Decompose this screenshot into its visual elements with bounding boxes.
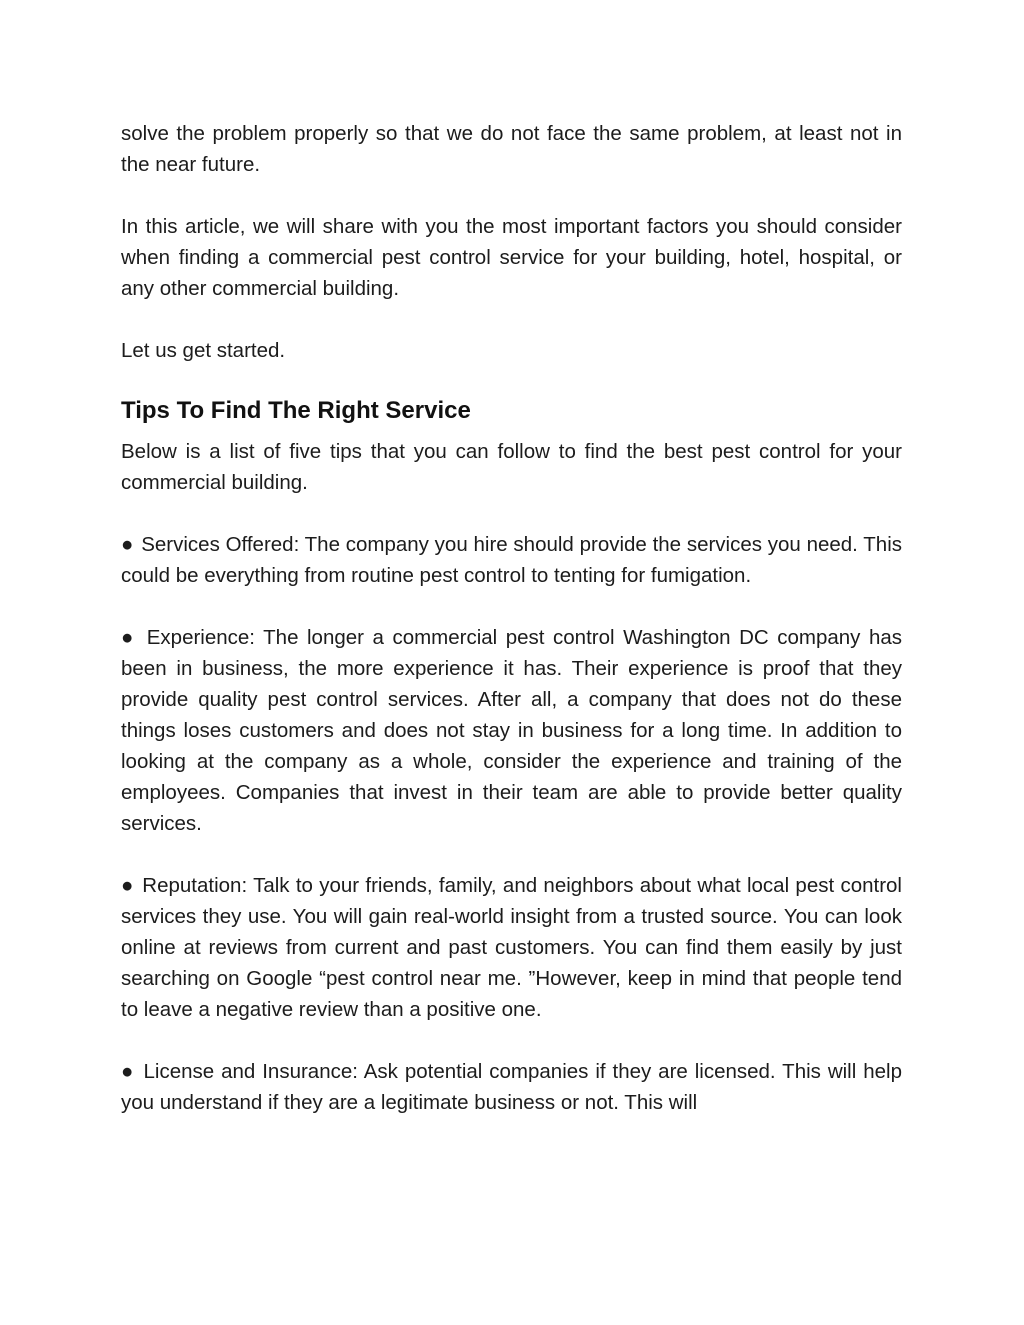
bullet-icon: ● <box>121 533 134 556</box>
bullet-item-services-offered <box>121 529 902 591</box>
document-page <box>121 118 902 1118</box>
bullet-icon: ● <box>121 874 134 897</box>
section-heading: Tips To Find The Right Service <box>121 397 471 424</box>
bullet-text: Experience: The longer a commercial pest control Washington DC company has been in business, the more experience it has. Their experience is proof that they provide quality pest control services. After all, a company that does not do these things loses customers and does not stay in business for a long time. In addition to looking at the company as a whole, consider the experience and training of the employees. Companies that invest in their team are able to provide better quality services. <box>121 626 902 835</box>
bullet-item-reputation <box>121 870 902 1025</box>
intro-paragraph-3: Let us get started. <box>121 339 286 362</box>
intro-paragraph-1: solve the problem properly so that we do not face the same problem, at least not in the near future. <box>121 122 902 176</box>
bullet-item-experience <box>121 622 902 839</box>
bullet-item-license-insurance <box>121 1056 902 1118</box>
section-lead-paragraph: Below is a list of five tips that you can follow to find the best pest control for your commercial building. <box>121 440 902 494</box>
bullet-icon: ● <box>121 1060 135 1083</box>
bullet-text: Services Offered: The company you hire should provide the services you need. This could be everything from routine pest control to tenting for fumigation. <box>121 533 902 587</box>
bullet-icon: ● <box>121 626 137 649</box>
bullet-text: Reputation: Talk to your friends, family, and neighbors about what local pest control services they use. You will gain real-world insight from a trusted source. You can look online at reviews from current and past customers. You can find them easily by just searching on Google “pest control near me. ”However, keep in mind that people tend to leave a negative review than a positive one. <box>121 874 902 1021</box>
intro-paragraph-2: In this article, we will share with you the most important factors you should consider when finding a commercial pest control service for your building, hotel, hospital, or any other commercial building. <box>121 215 902 300</box>
bullet-text: License and Insurance: Ask potential companies if they are licensed. This will help you understand if they are a legitimate business or not. This will <box>121 1060 902 1114</box>
